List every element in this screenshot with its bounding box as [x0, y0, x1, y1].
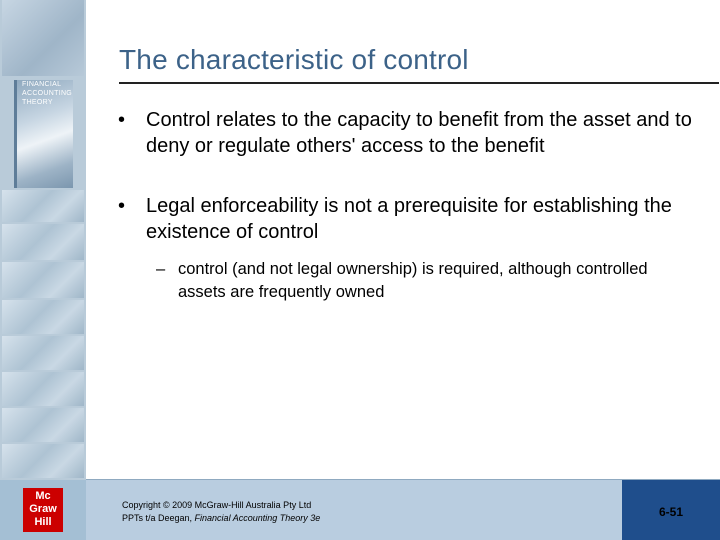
decorative-tile	[2, 372, 84, 406]
page-number: 6-51	[658, 505, 684, 519]
bullet-list	[116, 107, 696, 304]
bullet-text: Control relates to the capacity to benefit from the asset and to deny or regulate others' access to the benefit	[146, 109, 692, 157]
copyright-line: Copyright © 2009 McGraw-Hill Australia Pty Ltd	[122, 500, 312, 510]
slide-title: The characteristic of control	[119, 44, 469, 75]
bullet-marker: •	[118, 195, 126, 217]
left-decorative-strip	[0, 0, 86, 480]
decorative-tile	[2, 0, 84, 76]
title-underline	[119, 82, 719, 84]
bullet-item	[116, 193, 696, 245]
decorative-tile	[2, 224, 84, 260]
sub-bullet-item	[116, 258, 696, 304]
book-cover-title-line: ACCOUNTING	[22, 90, 73, 97]
book-title-italic: Financial Accounting Theory 3e	[194, 513, 321, 523]
copyright-prefix: PPTs t/a Deegan,	[122, 513, 195, 523]
decorative-tile	[2, 300, 84, 334]
logo-line: Mc	[35, 490, 51, 502]
sub-bullet-text: control (and not legal ownership) is required, although controlled assets are frequently owned	[178, 260, 648, 301]
sub-bullet-marker: –	[156, 260, 166, 278]
bullet-marker: •	[118, 109, 126, 131]
mcgraw-hill-logo	[23, 488, 63, 532]
decorative-tile	[2, 408, 84, 442]
decorative-tile	[2, 190, 84, 222]
decorative-tile	[2, 444, 84, 478]
book-cover-title-line: THEORY	[22, 99, 53, 106]
logo-line: Graw	[29, 503, 57, 515]
decorative-tile	[2, 262, 84, 298]
book-cover-title	[22, 80, 82, 107]
book-cover-title-line: FINANCIAL	[22, 81, 62, 88]
bullet-text: Legal enforceability is not a prerequisite for establishing the existence of control	[146, 195, 672, 243]
copyright-line	[122, 512, 320, 525]
decorative-tile	[2, 336, 84, 370]
logo-line: Hill	[34, 516, 52, 528]
copyright-notice	[122, 499, 320, 525]
bullet-item	[116, 107, 696, 159]
